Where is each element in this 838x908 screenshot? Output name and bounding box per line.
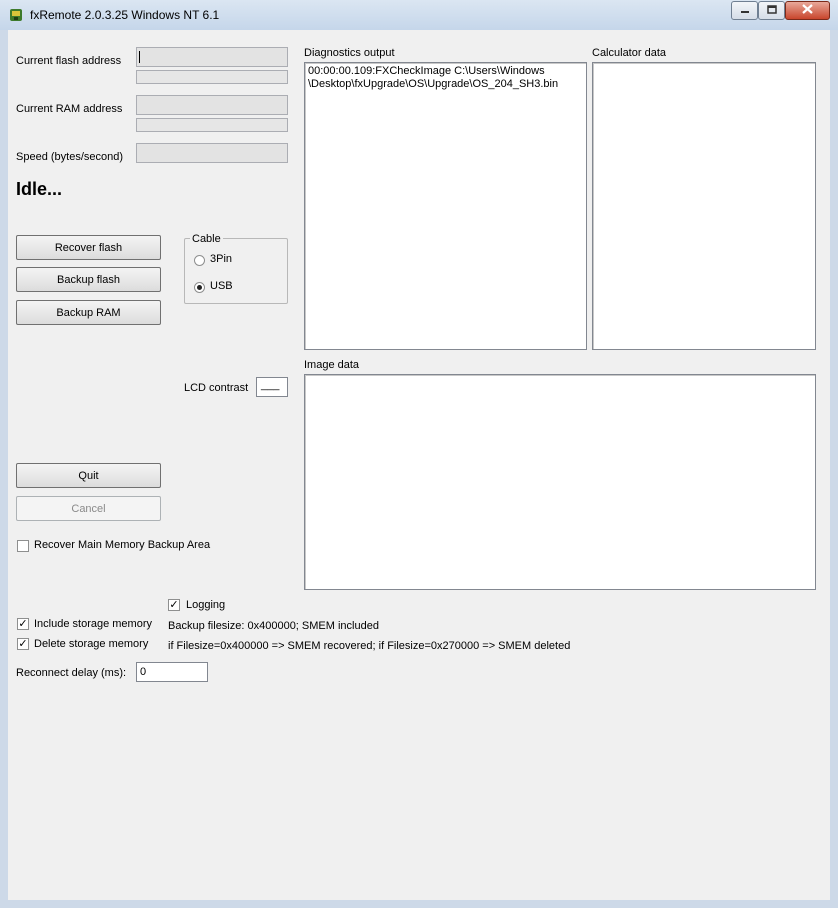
recover-flash-button[interactable]: Recover flash [16, 235, 161, 260]
filesize-hint-text: if Filesize=0x400000 => SMEM recovered; if Filesize=0x270000 => SMEM deleted [168, 640, 571, 652]
current-ram-address-label: Current RAM address [16, 103, 123, 115]
logging-checkbox[interactable] [168, 599, 180, 611]
current-flash-address-field [136, 47, 288, 67]
status-text: Idle... [16, 179, 63, 199]
minimize-button[interactable] [731, 1, 758, 20]
diagnostics-output-textarea[interactable] [304, 62, 587, 350]
minimize-icon [740, 5, 750, 17]
radio-selected-dot [197, 285, 202, 290]
speed-label: Speed (bytes/second) [16, 151, 124, 163]
cancel-button[interactable]: Cancel [16, 496, 161, 521]
reconnect-delay-input[interactable] [136, 662, 208, 682]
title-bar[interactable] [0, 0, 838, 31]
current-ram-address-field [136, 95, 288, 115]
checkmark-icon: ✓ [18, 637, 28, 650]
window-title: fxRemote 2.0.3.25 Windows NT 6.1 [30, 8, 220, 22]
maximize-icon [767, 5, 777, 17]
close-icon [802, 4, 813, 17]
checkmark-icon: ✓ [18, 617, 28, 630]
image-data-textarea[interactable] [304, 374, 816, 590]
maximize-button[interactable] [758, 1, 785, 20]
diagnostics-output-text: 00:00:00.109:FXCheckImage C:\Users\Windows \Desktop\fxUpgrade\OS\Upgrade\OS_204_SH3.bin [308, 65, 559, 90]
cable-groupbox-title: Cable [192, 233, 221, 245]
recover-main-memory-label[interactable]: Recover Main Memory Backup Area [34, 539, 211, 551]
image-data-label: Image data [304, 359, 360, 371]
checkmark-icon: ✓ [169, 598, 179, 611]
backup-ram-button[interactable]: Backup RAM [16, 300, 161, 325]
delete-storage-memory-checkbox[interactable] [17, 638, 29, 650]
radio-3pin-label[interactable]: 3Pin [210, 253, 233, 265]
cable-groupbox [184, 238, 288, 304]
fxremote-app-icon [8, 7, 24, 23]
include-storage-memory-label[interactable]: Include storage memory [34, 618, 152, 630]
current-flash-address-label: Current flash address [16, 55, 122, 67]
calculator-data-textarea[interactable] [592, 62, 816, 350]
backup-flash-button[interactable]: Backup flash [16, 267, 161, 292]
recover-main-memory-checkbox[interactable] [17, 540, 29, 552]
ram-progress-bar [136, 118, 288, 132]
reconnect-delay-label: Reconnect delay (ms): [16, 667, 127, 679]
radio-usb-label[interactable]: USB [210, 280, 233, 292]
close-button[interactable] [785, 1, 830, 20]
lcd-contrast-value: ___ [261, 379, 280, 391]
delete-storage-memory-label[interactable]: Delete storage memory [34, 638, 149, 650]
include-storage-memory-checkbox[interactable] [17, 618, 29, 630]
diagnostics-output-label: Diagnostics output [304, 47, 395, 59]
lcd-contrast-label: LCD contrast [184, 382, 249, 394]
radio-usb[interactable] [194, 282, 205, 293]
logging-label[interactable]: Logging [186, 599, 226, 611]
backup-filesize-text: Backup filesize: 0x400000; SMEM included [168, 620, 379, 632]
radio-3pin[interactable] [194, 255, 205, 266]
text-caret [139, 51, 140, 63]
calculator-data-label: Calculator data [592, 47, 666, 59]
speed-field [136, 143, 288, 163]
flash-progress-bar [136, 70, 288, 84]
quit-button[interactable]: Quit [16, 463, 161, 488]
lcd-contrast-field[interactable] [256, 377, 288, 397]
reconnect-delay-value: 0 [140, 666, 147, 678]
